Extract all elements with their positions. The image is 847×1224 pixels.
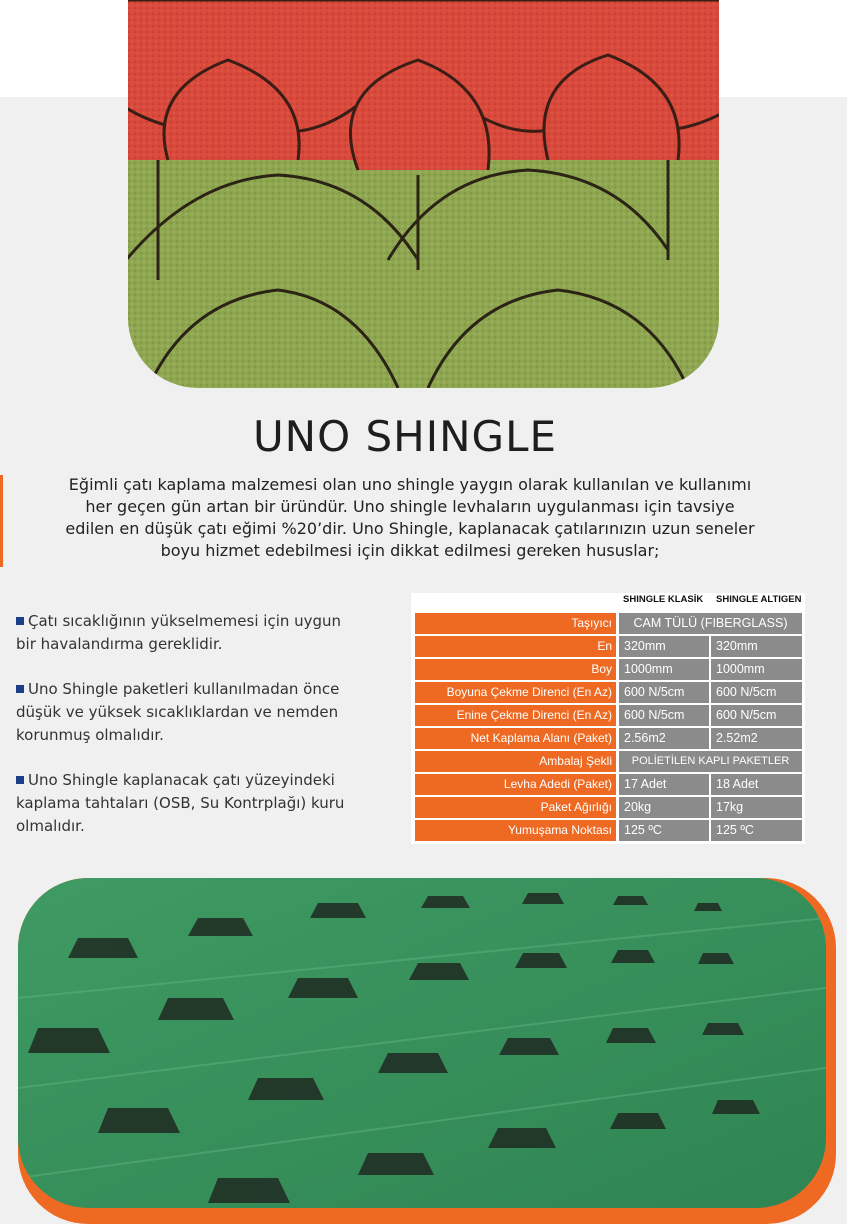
page-title: UNO SHINGLE [252,412,558,461]
row-value-altigen: 320mm [711,636,802,657]
row-label: Boy [415,659,616,680]
square-bullet-icon [16,685,24,693]
table-row [415,659,803,680]
row-label: Boyuna Çekme Direnci (En Az) [415,682,616,703]
row-label: En [415,636,616,657]
table-row [415,797,803,818]
intro-paragraph: Eğimli çatı kaplama malzemesi olan uno shingle yaygın olarak kullanılan ve kullanımı her geçen gün artan bir üründür. Uno shingle levhaların uygulanması için tavsiye edilen en düşük çatı eğimi %20’dir. Uno Shingle, kaplanacak çatılarınızın uzun seneler boyu hizmet edebilmesi için dikkat edilmesi gereken hususlar; [65,475,755,560]
spec-table [411,593,805,844]
row-value-altigen: 600 N/5cm [711,705,802,726]
square-bullet-icon [16,776,24,784]
row-value-altigen: 125 ºC [711,820,802,841]
row-label: Net Kaplama Alanı (Paket) [415,728,616,749]
bullet-list [16,610,361,860]
row-value-altigen: 2.52m2 [711,728,802,749]
square-bullet-icon [16,617,24,625]
row-label: Ambalaj Şekli [415,751,616,772]
row-label: Yumuşama Noktası [415,820,616,841]
row-value-altigen: 18 Adet [711,774,802,795]
table-row [415,705,803,726]
table-row [415,751,803,772]
column-header-altigen: SHINGLE ALTIGEN [716,594,802,605]
row-label: Enine Çekme Direnci (En Az) [415,705,616,726]
table-row [415,820,803,841]
accent-strip [0,475,3,567]
row-label: Taşıyıcı [415,613,616,634]
row-value-altigen: 1000mm [711,659,802,680]
row-label: Paket Ağırlığı [415,797,616,818]
row-value-altigen: 600 N/5cm [711,682,802,703]
table-row [415,728,803,749]
bullet-item: Çatı sıcaklığının yükselmemesi için uygun bir havalandırma gereklidir. [16,612,342,653]
row-value-klasik: 600 N/5cm [619,682,709,703]
row-value-klasik: 600 N/5cm [619,705,709,726]
row-value-klasik: 125 ºC [619,820,709,841]
shingle-photo-top [128,0,719,388]
table-row [415,636,803,657]
row-value-altigen: 17kg [711,797,802,818]
row-value-klasik: 1000mm [619,659,709,680]
table-row [415,613,803,634]
column-header-klasik: SHINGLE KLASİK [623,594,704,605]
row-value-klasik: 17 Adet [619,774,709,795]
row-value-klasik: 2.56m2 [619,728,709,749]
shingle-photo-bottom [18,878,826,1208]
table-row [415,774,803,795]
row-value-klasik: 320mm [619,636,709,657]
bullet-item: Uno Shingle paketleri kullanılmadan önce düşük ve yüksek sıcaklıklardan ve nemden korunmuş olmalıdır. [16,680,340,744]
table-row [415,682,803,703]
row-value: CAM TÜLÜ (FIBERGLASS) [619,613,802,634]
row-value: POLİETİLEN KAPLI PAKETLER [619,751,802,772]
row-label: Levha Adedi (Paket) [415,774,616,795]
bullet-item: Uno Shingle kaplanacak çatı yüzeyindeki kaplama tahtaları (OSB, Su Kontrplağı) kuru olmalıdır. [16,771,345,835]
row-value-klasik: 20kg [619,797,709,818]
